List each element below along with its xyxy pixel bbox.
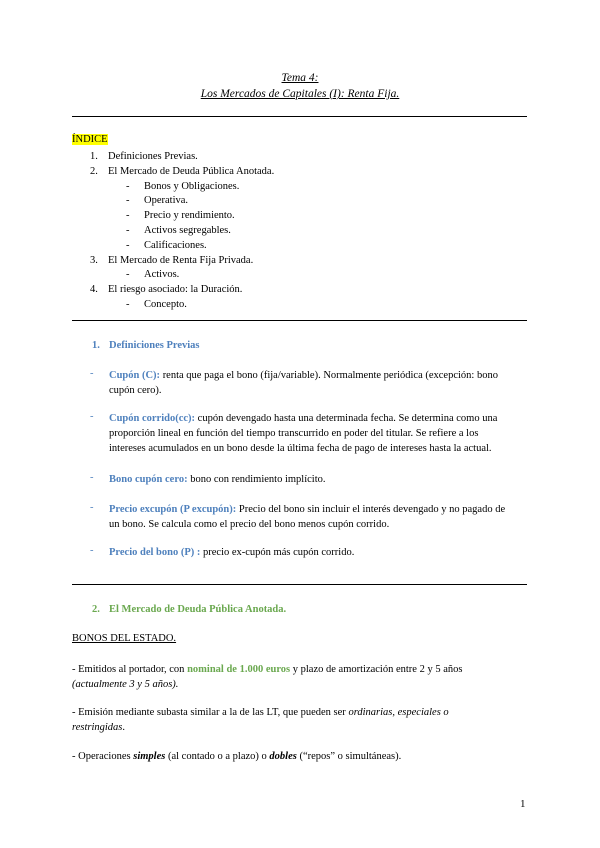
index-item: 2. El Mercado de Deuda Pública Anotada. bbox=[90, 165, 275, 177]
divider bbox=[72, 320, 527, 321]
paragraph-subasta: - Emisión mediante subasta similar a la de las LT, que pueden ser ordinarias, especiales o restringidas. bbox=[72, 707, 449, 733]
def-bono-cupon-cero: Bono cupón cero: bono con rendimiento implícito. bbox=[109, 474, 326, 485]
def-bullet: - bbox=[90, 368, 94, 379]
divider bbox=[72, 116, 527, 117]
def-cupon-corrido: Cupón corrido(cc): cupón devengado hasta una determinada fecha. Se determina como una proporción lineal en función del tiempo transcurrido en poder del titular. Se refiere a los intereses acumulados en un bono desde la última fecha de pago de intereses hasta la actual. bbox=[109, 413, 498, 454]
index-item: 1. Definiciones Previas. bbox=[90, 151, 198, 162]
subheading-bonos: BONOS DEL ESTADO. bbox=[72, 633, 177, 644]
index-subitem: - Precio y rendimiento. bbox=[126, 210, 235, 222]
paragraph-emision: - Emitidos al portador, con nominal de 1.000 euros y plazo de amortización entre 2 y 5 años (actualmente 3 y 5 años). bbox=[72, 664, 463, 690]
def-cupon: Cupón (C): renta que paga el bono (fija/variable). Normalmente periódica (excepción: bono cupón cero). bbox=[109, 370, 498, 396]
def-precio-excupon: Precio excupón (P excupón): Precio del bono sin incluir el interés devengado y no pagado de un bono. Se calcula como el precio del bono menos cupón corrido. bbox=[109, 504, 506, 530]
index-item: 3. El Mercado de Renta Fija Privada. bbox=[90, 254, 254, 266]
section-1-heading: 1. Definiciones Previas bbox=[92, 340, 200, 351]
def-bullet: - bbox=[90, 472, 94, 483]
divider bbox=[72, 584, 527, 585]
index-subitem: - Calificaciones. bbox=[126, 239, 207, 251]
def-bullet: - bbox=[90, 411, 94, 422]
index-item: 4. El riesgo asociado: la Duración. bbox=[90, 284, 243, 296]
index-list bbox=[90, 150, 274, 313]
index-subitem: - Activos segregables. bbox=[126, 224, 231, 236]
index-subitem: - Activos. bbox=[126, 269, 180, 281]
section-2-heading: 2. El Mercado de Deuda Pública Anotada. bbox=[92, 604, 287, 615]
doc-title-line1: Tema 4: bbox=[281, 72, 319, 84]
def-bullet: - bbox=[90, 545, 94, 556]
doc-title-line2: Los Mercados de Capitales (I): Renta Fija. bbox=[200, 88, 400, 100]
index-subitem: - Operativa. bbox=[126, 195, 189, 207]
index-subitem: - Bonos y Obligaciones. bbox=[126, 180, 240, 192]
page-number: 1 bbox=[520, 798, 526, 810]
index-heading: ÍNDICE bbox=[72, 134, 108, 145]
index-subitem: - Concepto. bbox=[126, 298, 187, 310]
paragraph-operaciones: - Operaciones simples (al contado o a plazo) o dobles (“repos” o simultáneas). bbox=[72, 751, 402, 762]
def-bullet: - bbox=[90, 502, 94, 513]
def-precio-bono: Precio del bono (P) : precio ex-cupón más cupón corrido. bbox=[109, 547, 355, 558]
